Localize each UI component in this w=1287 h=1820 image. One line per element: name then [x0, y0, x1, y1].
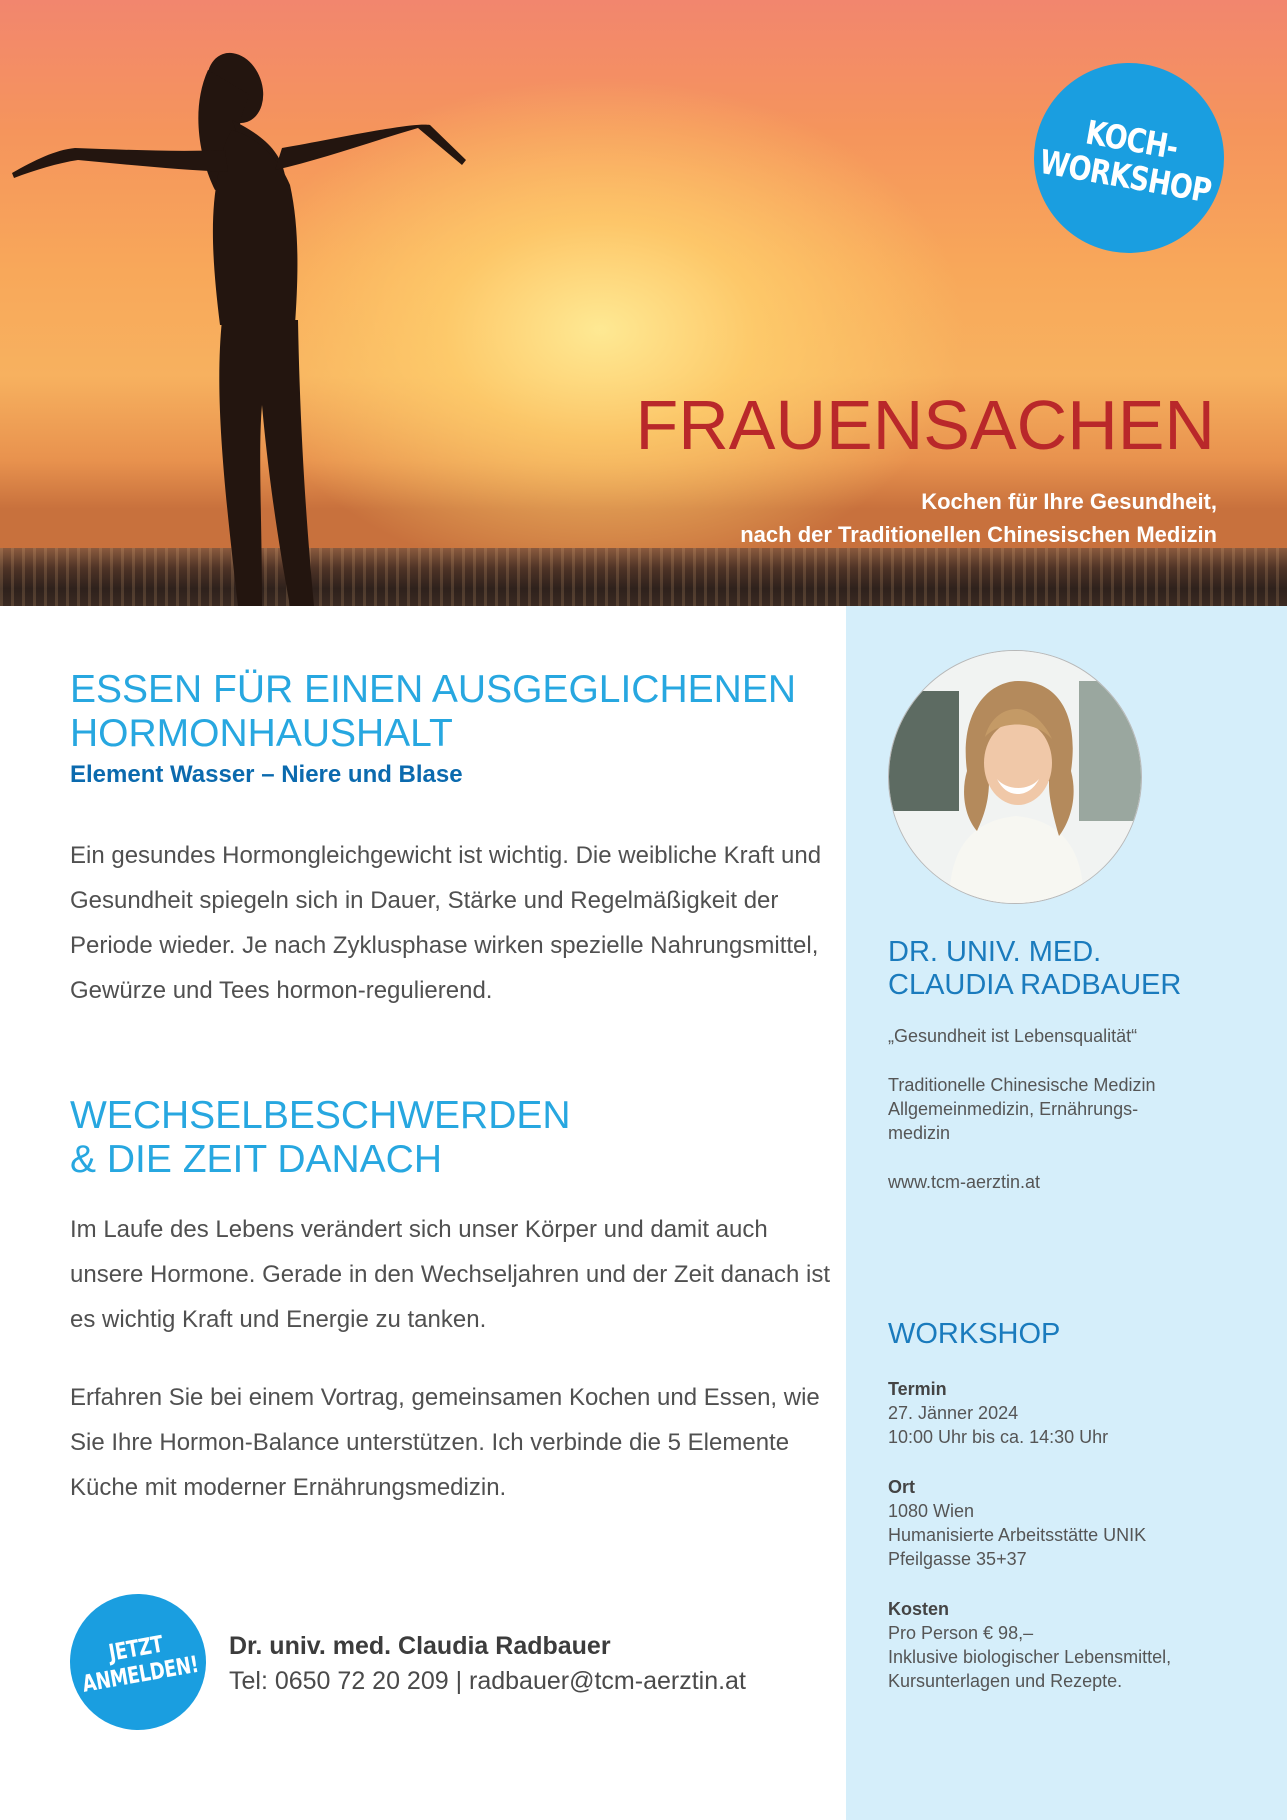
- doctor-name: DR. UNIV. MED. CLAUDIA RADBAUER: [888, 936, 1182, 1001]
- specialty-allgemein: Allgemeinmedizin, Ernährungs-: [888, 1099, 1139, 1119]
- kosten-block: [888, 1597, 1171, 1693]
- contact-details[interactable]: Tel: 0650 72 20 209 | radbauer@tcm-aerztin.at: [229, 1667, 746, 1695]
- termin-block: [888, 1377, 1108, 1449]
- termin-label: Termin: [888, 1379, 947, 1399]
- contact-name: Dr. univ. med. Claudia Radbauer: [229, 1632, 611, 1660]
- ort-line-3: Pfeilgasse 35+37: [888, 1549, 1027, 1569]
- section-heading-wechselbeschwerden: WECHSELBESCHWERDEN & DIE ZEIT DANACH: [70, 1094, 571, 1181]
- doctor-quote: „Gesundheit ist Lebensqualität“: [888, 1026, 1138, 1046]
- doctor-portrait: [888, 650, 1142, 904]
- woman-silhouette-image: [0, 0, 520, 606]
- kosten-label: Kosten: [888, 1599, 950, 1619]
- hero-subtitle-line-1: Kochen für Ihre Gesundheit,: [921, 489, 1217, 514]
- workshop-heading: WORKSHOP: [888, 1318, 1061, 1350]
- kosten-line-2: Inklusive biologischer Lebensmittel,: [888, 1647, 1172, 1667]
- paragraph-lebenslauf: Im Laufe des Lebens verändert sich unser Körper und damit auch unsere Hormone. Gerade in den Wechseljahren und der Zeit danach ist es wichtig Kraft und Energie zu tanken.: [70, 1216, 830, 1333]
- kosten-line-1: Pro Person € 98,–: [888, 1623, 1034, 1643]
- section-subheading: Element Wasser – Niere und Blase: [70, 761, 463, 788]
- section-heading-hormonhaushalt: ESSEN FÜR EINEN AUSGEGLICHENEN HORMONHAUSHALT: [70, 668, 796, 755]
- termin-date: 27. Jänner 2024: [888, 1403, 1019, 1423]
- ort-block: [888, 1475, 1146, 1571]
- specialty-continued: medizin: [888, 1123, 951, 1143]
- paragraph-hormongleichgewicht: Ein gesundes Hormongleichgewicht ist wichtig. Die weibliche Kraft und Gesundheit spiegeln sich in Dauer, Stärke und Regelmäßigkeit der Periode wieder. Je nach Zyklusphase wirken spezielle Nahrungsmittel, Gewürze und Tees hormon-regulierend.: [70, 842, 822, 1004]
- kosten-line-3: Kursunterlagen und Rezepte.: [888, 1671, 1123, 1691]
- sidebar: [846, 606, 1287, 1820]
- ort-label: Ort: [888, 1477, 915, 1497]
- termin-time: 10:00 Uhr bis ca. 14:30 Uhr: [888, 1427, 1109, 1447]
- badge-text: KOCH- WORKSHOP: [1037, 112, 1215, 211]
- portrait-image: [889, 651, 1142, 904]
- koch-workshop-badge: [1019, 48, 1239, 268]
- hero-subtitle: [740, 485, 1217, 551]
- ort-line-1: 1080 Wien: [888, 1501, 975, 1521]
- hero-banner: [0, 0, 1287, 606]
- website-link[interactable]: www.tcm-aerztin.at: [888, 1172, 1041, 1192]
- paragraph-vortrag: Erfahren Sie bei einem Vortrag, gemeinsamen Kochen und Essen, wie Sie Ihre Hormon-Balance unterstützen. Ich verbinde die 5 Elemente Küche mit moderner Ernährungsmedizin.: [70, 1384, 820, 1501]
- page-title: FRAUENSACHEN: [635, 386, 1215, 464]
- ort-line-2: Humanisierte Arbeitsstätte UNIK: [888, 1525, 1147, 1545]
- specialty-tcm: Traditionelle Chinesische Medizin: [888, 1075, 1156, 1095]
- register-badge-text: JETZT ANMELDEN!: [80, 1631, 201, 1698]
- hero-subtitle-line-2: nach der Traditionellen Chinesischen Medizin: [740, 522, 1217, 547]
- register-badge[interactable]: [59, 1583, 217, 1741]
